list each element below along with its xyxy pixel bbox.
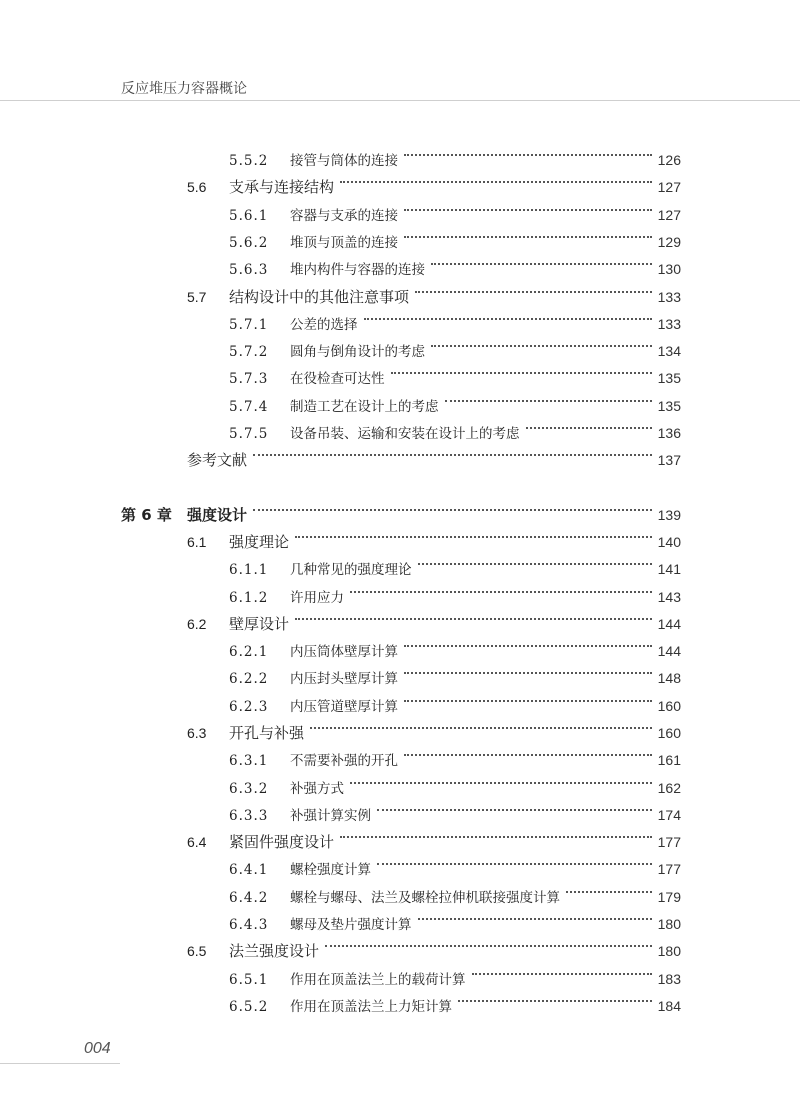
toc-entry-title: 内压管道壁厚计算 — [290, 699, 398, 715]
toc-entry-number: 6.3 — [187, 725, 207, 741]
toc-entry — [229, 876, 681, 906]
toc-entry-page: 184 — [657, 998, 681, 1014]
toc-entry-title: 内压封头壁厚计算 — [290, 671, 398, 687]
toc-entry — [187, 930, 681, 960]
dot-leader — [566, 876, 652, 902]
toc-entry-number: 6.2 — [187, 616, 207, 632]
toc-entry-page: 177 — [657, 834, 681, 850]
toc-entry-number: 5.7.3 — [229, 371, 269, 387]
toc-entry-title: 螺栓强度计算 — [290, 862, 371, 878]
dot-leader — [526, 412, 652, 438]
toc-entry-page: 143 — [657, 589, 681, 605]
toc-entry-number: 5.6.3 — [229, 262, 269, 278]
dot-leader — [458, 985, 652, 1011]
toc-entry — [229, 739, 681, 769]
toc-entry-page: 177 — [657, 861, 681, 877]
toc-entry-title: 支承与连接结构 — [229, 178, 335, 196]
toc-entry-page: 174 — [657, 807, 681, 823]
toc-entry-title: 强度理论 — [229, 533, 290, 551]
dot-leader — [295, 521, 652, 547]
toc-entry-title: 堆顶与顶盖的连接 — [290, 235, 398, 251]
dot-leader — [377, 794, 652, 820]
toc-entry-title: 法兰强度设计 — [229, 942, 320, 960]
page-number: 004 — [84, 1040, 111, 1057]
toc-entry-number: 5.6.1 — [229, 208, 269, 224]
toc-entry-number: 6.1.2 — [229, 590, 269, 606]
toc-entry-number: 5.6.2 — [229, 235, 269, 251]
toc-entry — [229, 794, 681, 824]
dot-leader — [404, 221, 652, 247]
toc-entry — [229, 330, 681, 360]
toc-entry-title: 堆内构件与容器的连接 — [290, 262, 425, 278]
toc-entry — [229, 903, 681, 933]
toc-entry-number: 5.7 — [187, 289, 207, 305]
running-head: 反应堆压力容器概论 — [121, 81, 247, 97]
toc-entry-page: 162 — [657, 780, 681, 796]
toc-entry-title: 在役检查可达性 — [290, 371, 385, 387]
toc-entry-title: 紧固件强度设计 — [229, 833, 335, 851]
toc-entry — [229, 303, 681, 333]
toc-entry-page: 180 — [657, 943, 681, 959]
dot-leader — [295, 603, 652, 629]
footer-rule — [0, 1063, 120, 1064]
dot-leader — [431, 248, 652, 274]
toc-entry-title: 几种常见的强度理论 — [290, 562, 412, 578]
toc-entry-title: 设备吊装、运输和安装在设计上的考虑 — [290, 426, 520, 442]
dot-leader — [404, 194, 652, 220]
toc-entry-page: 130 — [657, 261, 681, 277]
toc-entry-title: 强度设计 — [187, 506, 248, 524]
toc-entry-title: 作用在顶盖法兰上的载荷计算 — [290, 972, 466, 988]
toc-entry — [229, 248, 681, 278]
toc-entry-number: 6.4.3 — [229, 917, 269, 933]
toc-entry-page: 139 — [657, 507, 681, 523]
toc-entry-title: 容器与支承的连接 — [290, 208, 398, 224]
toc-entry — [229, 221, 681, 251]
toc-entry-title: 参考文献 — [187, 451, 248, 469]
toc-entry-number: 6.5 — [187, 943, 207, 959]
dot-leader — [404, 139, 652, 165]
toc-entry-title: 开孔与补强 — [229, 724, 305, 742]
toc-entry-number: 6.2.1 — [229, 644, 269, 660]
dot-leader — [415, 276, 652, 302]
toc-entry-number: 6.2.2 — [229, 671, 269, 687]
dot-leader — [350, 576, 652, 602]
toc-entry-page: 160 — [657, 698, 681, 714]
dot-leader — [391, 357, 652, 383]
toc-entry-page: 127 — [657, 179, 681, 195]
toc-entry-page: 135 — [657, 370, 681, 386]
toc-entry-page: 180 — [657, 916, 681, 932]
toc-entry-page: 148 — [657, 670, 681, 686]
dot-leader — [377, 848, 652, 874]
toc-entry — [229, 630, 681, 660]
toc-entry — [187, 439, 681, 469]
toc-entry — [229, 548, 681, 578]
toc-entry-title: 许用应力 — [290, 590, 344, 606]
toc-entry — [229, 848, 681, 878]
toc-entry — [187, 712, 681, 742]
toc-entry-page: 161 — [657, 752, 681, 768]
toc-entry-number: 5.7.5 — [229, 426, 269, 442]
toc-entry — [229, 657, 681, 687]
toc-entry-number: 6.1 — [187, 534, 207, 550]
toc-entry-title: 螺母及垫片强度计算 — [290, 917, 412, 933]
dot-leader — [325, 930, 652, 956]
toc-entry-title: 内压筒体壁厚计算 — [290, 644, 398, 660]
dot-leader — [418, 548, 652, 574]
dot-leader — [364, 303, 652, 329]
toc-entry-title: 补强方式 — [290, 781, 344, 797]
toc-entry-page: 126 — [657, 152, 681, 168]
toc-entry — [229, 385, 681, 415]
toc-entry — [187, 276, 681, 306]
toc-entry — [229, 767, 681, 797]
toc-entry-number: 6.2.3 — [229, 699, 269, 715]
dot-leader — [431, 330, 652, 356]
toc-entry — [187, 603, 681, 633]
dot-leader — [445, 385, 652, 411]
toc-entry-title: 结构设计中的其他注意事项 — [229, 288, 410, 306]
toc-entry-number: 6.3.1 — [229, 753, 269, 769]
dot-leader — [253, 494, 652, 520]
toc-entry-title: 制造工艺在设计上的考虑 — [290, 399, 439, 415]
toc-entry — [229, 139, 681, 169]
toc-entry-number: 5.7.1 — [229, 317, 269, 333]
toc-entry-number: 第 6 章 — [121, 506, 172, 524]
toc-entry — [229, 576, 681, 606]
toc-entry-title: 作用在顶盖法兰上力矩计算 — [290, 999, 452, 1015]
toc-entry-title: 不需要补强的开孔 — [290, 753, 398, 769]
toc-entry-page: 133 — [657, 289, 681, 305]
toc-entry-page: 137 — [657, 452, 681, 468]
toc-entry-number: 6.3.2 — [229, 781, 269, 797]
toc-entry-number: 6.1.1 — [229, 562, 269, 578]
toc-entry-page: 183 — [657, 971, 681, 987]
toc-entry-page: 135 — [657, 398, 681, 414]
toc-entry-number: 6.5.2 — [229, 999, 269, 1015]
toc-entry-page: 129 — [657, 234, 681, 250]
toc-entry — [229, 357, 681, 387]
toc-entry-number: 5.7.2 — [229, 344, 269, 360]
toc-entry-number: 6.4 — [187, 834, 207, 850]
dot-leader — [404, 739, 652, 765]
toc-entry-page: 144 — [657, 616, 681, 632]
dot-leader — [253, 439, 652, 465]
toc-entry — [229, 194, 681, 224]
toc-entry-number: 5.5.2 — [229, 153, 269, 169]
toc-entry-title: 接管与筒体的连接 — [290, 153, 398, 169]
toc-entry-page: 141 — [657, 561, 681, 577]
toc-entry-page: 160 — [657, 725, 681, 741]
toc-entry — [187, 521, 681, 551]
dot-leader — [418, 903, 652, 929]
toc-entry-page: 127 — [657, 207, 681, 223]
toc-entry-number: 6.3.3 — [229, 808, 269, 824]
toc-entry-page: 179 — [657, 889, 681, 905]
toc-entry — [229, 685, 681, 715]
toc-entry-title: 壁厚设计 — [229, 615, 290, 633]
toc-entry-page: 136 — [657, 425, 681, 441]
toc-entry-number: 5.6 — [187, 179, 207, 195]
dot-leader — [404, 630, 652, 656]
header-rule — [0, 100, 800, 101]
dot-leader — [404, 685, 652, 711]
dot-leader — [350, 767, 652, 793]
toc-entry — [229, 412, 681, 442]
toc-entry-page: 134 — [657, 343, 681, 359]
dot-leader — [404, 657, 652, 683]
toc-entry — [121, 494, 681, 524]
toc-entry-title: 圆角与倒角设计的考虑 — [290, 344, 425, 360]
toc-entry-page: 133 — [657, 316, 681, 332]
toc-entry-title: 公差的选择 — [290, 317, 358, 333]
toc-entry — [229, 958, 681, 988]
toc-entry-number: 5.7.4 — [229, 399, 269, 415]
toc-entry-page: 140 — [657, 534, 681, 550]
toc-entry — [229, 985, 681, 1015]
dot-leader — [340, 821, 652, 847]
dot-leader — [472, 958, 652, 984]
toc-entry-number: 6.4.2 — [229, 890, 269, 906]
toc-entry-number: 6.5.1 — [229, 972, 269, 988]
toc-entry-title: 补强计算实例 — [290, 808, 371, 824]
toc-entry-number: 6.4.1 — [229, 862, 269, 878]
dot-leader — [310, 712, 652, 738]
toc-entry-page: 144 — [657, 643, 681, 659]
dot-leader — [340, 166, 652, 192]
toc-entry — [187, 821, 681, 851]
toc-entry-title: 螺栓与螺母、法兰及螺栓拉伸机联接强度计算 — [290, 890, 560, 906]
toc-entry — [187, 166, 681, 196]
